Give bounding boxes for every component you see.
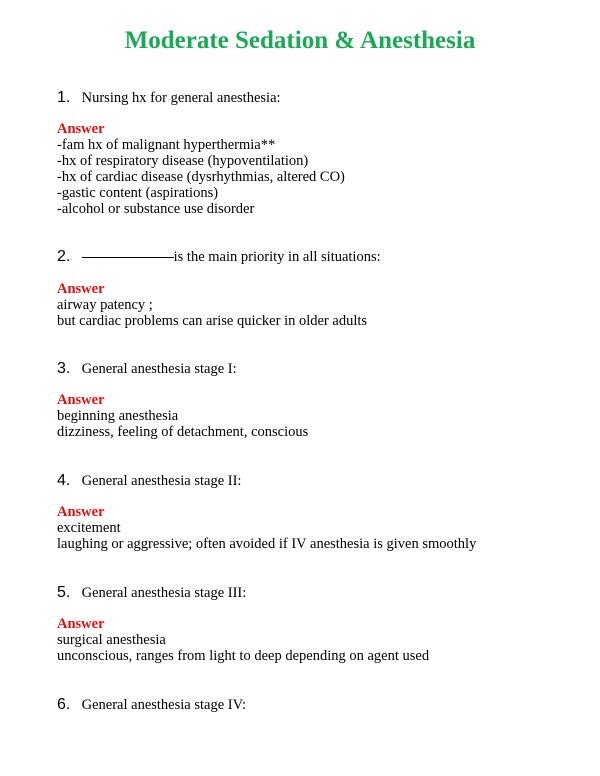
answer-2 xyxy=(57,281,367,329)
question-2 xyxy=(57,248,381,266)
answer-line: excitement xyxy=(57,520,121,536)
answer-line: -gastic content (aspirations) xyxy=(57,185,219,201)
page-title: Moderate Sedation & Anesthesia xyxy=(124,27,476,54)
fill-in-blank xyxy=(82,256,174,258)
answer-line: surgical anesthesia xyxy=(57,632,166,648)
question-text: Nursing hx for general anesthesia: xyxy=(81,90,281,106)
answer-line: airway patency ; xyxy=(57,297,153,313)
question-text: is the main priority in all situations: xyxy=(173,249,381,265)
answer-line: but cardiac problems can arise quicker in older adults xyxy=(57,313,368,329)
answer-label: Answer xyxy=(57,616,105,632)
answer-line: -hx of cardiac disease (dysrhythmias, altered CO) xyxy=(57,169,345,185)
question-text: General anesthesia stage I: xyxy=(81,361,237,377)
question-5 xyxy=(57,584,246,602)
answer-4 xyxy=(57,504,476,552)
answer-label: Answer xyxy=(57,504,105,520)
answer-line: beginning anesthesia xyxy=(57,408,179,424)
answer-3 xyxy=(57,392,308,440)
answer-label: Answer xyxy=(57,392,105,408)
question-number: 1. xyxy=(57,89,71,106)
question-number: 3. xyxy=(57,360,71,377)
question-number: 4. xyxy=(57,472,71,489)
question-6 xyxy=(57,696,246,714)
question-number: 5. xyxy=(57,584,71,601)
question-text: General anesthesia stage IV: xyxy=(81,697,247,713)
answer-line: dizziness, feeling of detachment, conscious xyxy=(57,424,309,440)
question-text: General anesthesia stage III: xyxy=(81,585,247,601)
question-3 xyxy=(57,360,237,378)
question-1 xyxy=(57,89,281,107)
question-text: General anesthesia stage II: xyxy=(81,473,242,489)
answer-label: Answer xyxy=(57,121,105,137)
answer-label: Answer xyxy=(57,281,105,297)
question-4 xyxy=(57,472,241,490)
answer-5 xyxy=(57,616,429,664)
question-number: 6. xyxy=(57,696,71,713)
question-number: 2. xyxy=(57,248,71,265)
answer-line: unconscious, ranges from light to deep depending on agent used xyxy=(57,648,430,664)
answer-1 xyxy=(57,121,345,217)
answer-line: -alcohol or substance use disorder xyxy=(57,201,255,217)
answer-line: -fam hx of malignant hyperthermia** xyxy=(57,137,276,153)
answer-line: -hx of respiratory disease (hypoventilation) xyxy=(57,153,309,169)
answer-line: laughing or aggressive; often avoided if IV anesthesia is given smoothly xyxy=(57,536,477,552)
